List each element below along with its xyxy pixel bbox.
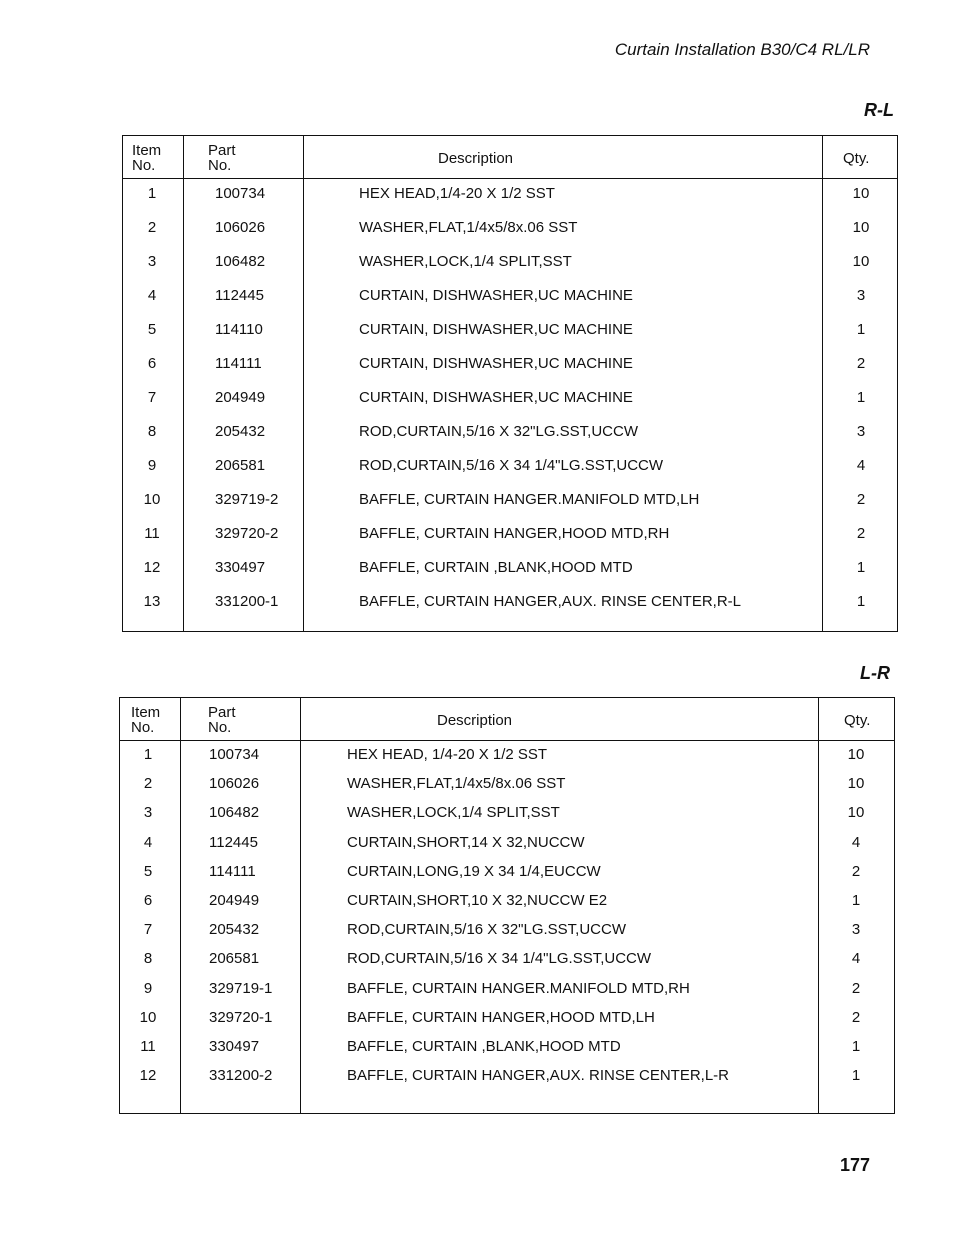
quantity-cell: 1	[856, 321, 866, 338]
description-cell: HEX HEAD, 1/4-20 X 1/2 SST	[347, 746, 548, 763]
item-number-cell: 8	[147, 423, 157, 440]
part-number-cell: 329720-2	[215, 525, 279, 542]
table-row	[120, 745, 894, 765]
table-row	[120, 920, 894, 940]
description-cell: BAFFLE, CURTAIN ,BLANK,HOOD MTD	[347, 1038, 621, 1055]
quantity-cell: 1	[851, 1067, 861, 1085]
quantity-cell: 10	[847, 746, 865, 763]
header-part-no: Part No.	[208, 142, 236, 174]
item-number-cell: 2	[143, 775, 153, 793]
description-cell: HEX HEAD,1/4-20 X 1/2 SST	[359, 185, 555, 202]
header-description: Description	[437, 712, 513, 729]
item-number-cell: 13	[143, 593, 161, 610]
table-row	[123, 592, 897, 612]
description-cell: BAFFLE, CURTAIN HANGER.MANIFOLD MTD,LH	[359, 491, 700, 508]
description-cell: CURTAIN, DISHWASHER,UC MACHINE	[359, 389, 633, 406]
section-label-r-l: R-L	[864, 100, 894, 120]
part-number-cell: 205432	[215, 423, 266, 440]
quantity-cell: 3	[856, 287, 866, 304]
table-row	[123, 388, 897, 408]
part-number-cell: 329720-1	[209, 1008, 273, 1026]
header-qty: Qty.	[843, 150, 870, 167]
header-item-no: Item No.	[132, 142, 162, 174]
table-row	[123, 252, 897, 272]
item-number-cell: 12	[139, 1067, 157, 1085]
item-number-cell: 5	[147, 321, 157, 338]
part-number-cell: 100734	[215, 185, 266, 202]
table-row	[123, 286, 897, 306]
section-label-l-r: L-R	[860, 663, 890, 683]
parts-table-r-l	[122, 135, 898, 632]
part-number-cell: 114111	[215, 355, 262, 372]
quantity-cell: 1	[851, 1038, 861, 1055]
description-cell: CURTAIN, DISHWASHER,UC MACHINE	[359, 355, 633, 372]
item-number-cell: 1	[143, 746, 153, 763]
description-cell: CURTAIN, DISHWASHER,UC MACHINE	[359, 287, 633, 304]
table-row	[123, 558, 897, 578]
item-number-cell: 3	[143, 804, 153, 822]
quantity-cell: 10	[852, 253, 870, 270]
table-row	[120, 774, 894, 794]
part-number-cell: 100734	[209, 746, 260, 763]
quantity-cell: 4	[851, 950, 861, 968]
description-cell: WASHER,FLAT,1/4x5/8x.06 SST	[359, 219, 578, 236]
part-number-cell: 331200-2	[209, 1067, 273, 1085]
header-description: Description	[438, 150, 514, 167]
description-cell: BAFFLE, CURTAIN ,BLANK,HOOD MTD	[359, 559, 633, 576]
table-row	[123, 524, 897, 544]
table-header	[120, 698, 894, 741]
description-cell: ROD,CURTAIN,5/16 X 34 1/4"LG.SST,UCCW	[359, 457, 664, 474]
quantity-cell: 10	[852, 185, 870, 202]
description-cell: ROD,CURTAIN,5/16 X 32"LG.SST,UCCW	[359, 423, 639, 440]
item-number-cell: 12	[143, 559, 161, 576]
table-row	[123, 490, 897, 510]
table-row	[120, 833, 894, 853]
item-number-cell: 1	[147, 185, 157, 202]
description-cell: CURTAIN,SHORT,14 X 32,NUCCW	[347, 833, 585, 851]
item-number-cell: 10	[139, 1008, 157, 1026]
table-row	[120, 803, 894, 823]
quantity-cell: 10	[847, 775, 865, 793]
part-number-cell: 112445	[209, 833, 258, 851]
table-row	[120, 949, 894, 969]
part-number-cell: 106482	[215, 253, 266, 270]
description-cell: WASHER,FLAT,1/4x5/8x.06 SST	[347, 775, 566, 793]
table-row	[123, 354, 897, 374]
part-number-cell: 106026	[209, 775, 260, 793]
table-row	[120, 1066, 894, 1086]
part-number-cell: 204949	[209, 892, 260, 909]
part-number-cell: 206581	[215, 457, 266, 474]
table-row	[120, 1008, 894, 1028]
header-part-no: Part No.	[208, 704, 236, 736]
table-row	[120, 862, 894, 882]
quantity-cell: 2	[851, 979, 861, 997]
part-number-cell: 106026	[215, 219, 266, 236]
table-row	[120, 979, 894, 999]
description-cell: BAFFLE, CURTAIN HANGER,AUX. RINSE CENTER,L-R	[347, 1067, 730, 1085]
part-number-cell: 205432	[209, 921, 260, 939]
part-number-cell: 114110	[215, 321, 263, 338]
quantity-cell: 4	[856, 457, 866, 474]
quantity-cell: 10	[847, 804, 865, 822]
quantity-cell: 1	[856, 389, 866, 406]
item-number-cell: 4	[147, 287, 157, 304]
table-row	[123, 218, 897, 238]
part-number-cell: 206581	[209, 950, 260, 968]
quantity-cell: 1	[856, 593, 866, 610]
page-header-title: Curtain Installation B30/C4 RL/LR	[614, 40, 870, 59]
item-number-cell: 4	[143, 833, 153, 851]
part-number-cell: 331200-1	[215, 593, 279, 610]
quantity-cell: 2	[856, 355, 866, 372]
item-number-cell: 7	[147, 389, 157, 406]
part-number-cell: 204949	[215, 389, 266, 406]
description-cell: BAFFLE, CURTAIN HANGER.MANIFOLD MTD,RH	[347, 979, 690, 997]
item-number-cell: 7	[143, 921, 153, 939]
item-number-cell: 9	[147, 457, 157, 474]
description-cell: WASHER,LOCK,1/4 SPLIT,SST	[347, 804, 560, 822]
quantity-cell: 2	[851, 1008, 861, 1026]
description-cell: CURTAIN, DISHWASHER,UC MACHINE	[359, 321, 633, 338]
table-row	[123, 422, 897, 442]
part-number-cell: 114111	[209, 862, 256, 880]
header-item-no: Item No.	[131, 704, 161, 736]
item-number-cell: 6	[147, 355, 157, 372]
quantity-cell: 3	[856, 423, 866, 440]
column-divider	[822, 136, 823, 631]
header-qty: Qty.	[844, 712, 871, 729]
quantity-cell: 10	[852, 219, 870, 236]
part-number-cell: 330497	[209, 1038, 260, 1055]
quantity-cell: 1	[851, 892, 861, 909]
item-number-cell: 8	[143, 950, 153, 968]
table-row	[120, 1037, 894, 1057]
quantity-cell: 1	[856, 559, 866, 576]
part-number-cell: 106482	[209, 804, 260, 822]
description-cell: WASHER,LOCK,1/4 SPLIT,SST	[359, 253, 572, 270]
item-number-cell: 3	[147, 253, 157, 270]
item-number-cell: 11	[140, 1038, 156, 1055]
part-number-cell: 330497	[215, 559, 266, 576]
quantity-cell: 2	[851, 862, 861, 880]
quantity-cell: 2	[856, 525, 866, 542]
item-number-cell: 2	[147, 219, 157, 236]
item-number-cell: 10	[143, 491, 161, 508]
table-row	[123, 184, 897, 204]
table-header	[123, 136, 897, 179]
description-cell: BAFFLE, CURTAIN HANGER,AUX. RINSE CENTER,R-L	[359, 593, 742, 610]
description-cell: BAFFLE, CURTAIN HANGER,HOOD MTD,RH	[359, 525, 670, 542]
table-row	[120, 891, 894, 911]
item-number-cell: 6	[143, 892, 153, 909]
item-number-cell: 9	[143, 979, 153, 997]
description-cell: CURTAIN,LONG,19 X 34 1/4,EUCCW	[347, 862, 601, 880]
quantity-cell: 3	[851, 921, 861, 939]
description-cell: ROD,CURTAIN,5/16 X 34 1/4"LG.SST,UCCW	[347, 950, 652, 968]
column-divider	[303, 136, 304, 631]
description-cell: CURTAIN,SHORT,10 X 32,NUCCW E2	[347, 892, 608, 909]
item-number-cell: 5	[143, 862, 153, 880]
part-number-cell: 329719-1	[209, 979, 273, 997]
parts-table-l-r	[119, 697, 895, 1114]
page-number: 177	[839, 1155, 870, 1175]
part-number-cell: 112445	[215, 287, 264, 304]
part-number-cell: 329719-2	[215, 491, 279, 508]
quantity-cell: 4	[851, 833, 861, 851]
table-row	[123, 456, 897, 476]
description-cell: BAFFLE, CURTAIN HANGER,HOOD MTD,LH	[347, 1008, 655, 1026]
table-row	[123, 320, 897, 340]
quantity-cell: 2	[856, 491, 866, 508]
column-divider	[183, 136, 184, 631]
description-cell: ROD,CURTAIN,5/16 X 32"LG.SST,UCCW	[347, 921, 627, 939]
item-number-cell: 11	[144, 525, 160, 542]
